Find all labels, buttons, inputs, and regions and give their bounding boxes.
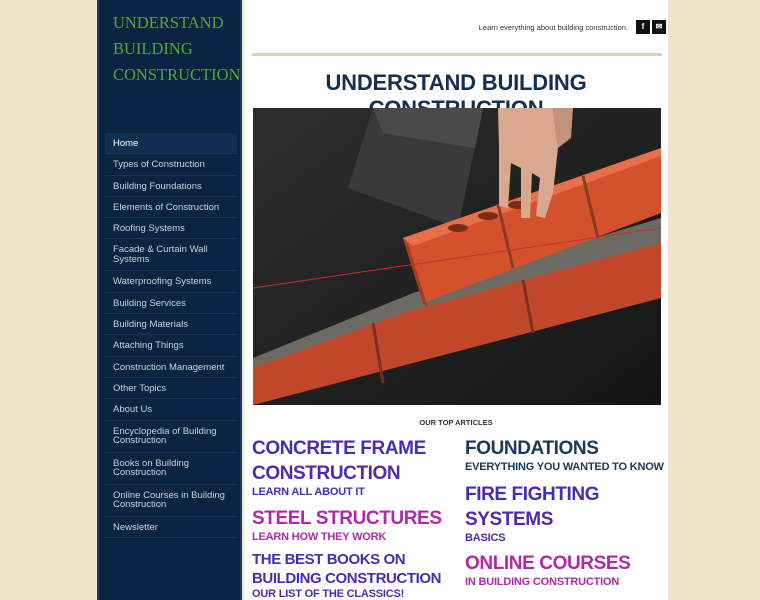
- article-subtitle: OUR LIST OF THE CLASSICS!: [252, 588, 405, 600]
- article-title[interactable]: STEEL STRUCTURES: [252, 508, 442, 529]
- article-title[interactable]: ONLINE COURSES: [465, 553, 631, 574]
- article-foundations[interactable]: [465, 436, 665, 474]
- site-logo[interactable]: [113, 10, 243, 88]
- article-title[interactable]: FIRE FIGHTING SYSTEMS: [465, 484, 600, 530]
- article-steel-structures[interactable]: [252, 506, 452, 544]
- article-subtitle: LEARN HOW THEY WORK: [252, 531, 387, 543]
- nav-item-types-of-construction[interactable]: Types of Construction: [105, 154, 237, 175]
- nav-item-building-materials[interactable]: Building Materials: [105, 314, 237, 335]
- nav-item-encyclopedia[interactable]: Encyclopedia of Building Construction: [105, 421, 237, 453]
- email-icon[interactable]: ✉: [652, 20, 666, 34]
- logo-line: BUILDING: [113, 39, 193, 58]
- nav-item-elements-of-construction[interactable]: Elements of Construction: [105, 197, 237, 218]
- nav-item-about-us[interactable]: About Us: [105, 399, 237, 420]
- article-subtitle: BASICS: [465, 532, 506, 544]
- site-tagline: Learn everything about building construction.: [478, 23, 628, 32]
- article-best-books[interactable]: [252, 550, 452, 600]
- article-title[interactable]: CONCRETE FRAME CONSTRUCTION: [252, 438, 426, 484]
- page-title: UNDERSTAND BUILDING: [325, 70, 587, 95]
- bricklaying-illustration: [253, 108, 661, 405]
- nav-item-building-foundations[interactable]: Building Foundations: [105, 176, 237, 197]
- article-online-courses[interactable]: [465, 551, 665, 589]
- nav-item-books[interactable]: Books on Building Construction: [105, 453, 237, 485]
- main-content: [244, 0, 668, 600]
- sidebar: [97, 0, 242, 600]
- article-concrete-frame[interactable]: [252, 436, 452, 499]
- article-fire-fighting[interactable]: [465, 482, 665, 545]
- nav-item-waterproofing-systems[interactable]: Waterproofing Systems: [105, 271, 237, 292]
- logo-line: CONSTRUCTION: [113, 65, 241, 84]
- nav-item-attaching-things[interactable]: Attaching Things: [105, 335, 237, 356]
- article-subtitle: EVERYTHING YOU WANTED TO KNOW: [465, 461, 664, 473]
- nav-item-other-topics[interactable]: Other Topics: [105, 378, 237, 399]
- logo-line: UNDERSTAND: [113, 13, 224, 32]
- nav-item-online-courses[interactable]: Online Courses in Building Construction: [105, 485, 237, 517]
- nav-item-facade-curtain-wall[interactable]: Facade & Curtain Wall Systems: [105, 239, 237, 271]
- nav-item-construction-management[interactable]: Construction Management: [105, 357, 237, 378]
- top-articles-heading: OUR TOP ARTICLES: [419, 418, 493, 427]
- article-title[interactable]: FOUNDATIONS: [465, 438, 599, 459]
- facebook-icon[interactable]: f: [636, 20, 650, 34]
- main-nav: [105, 133, 237, 538]
- nav-item-home[interactable]: Home: [105, 133, 237, 154]
- article-title[interactable]: THE BEST BOOKS ON BUILDING CONSTRUCTION: [252, 551, 442, 587]
- nav-item-newsletter[interactable]: Newsletter: [105, 517, 237, 538]
- article-subtitle: IN BUILDING CONSTRUCTION: [465, 576, 620, 588]
- nav-item-building-services[interactable]: Building Services: [105, 293, 237, 314]
- nav-item-roofing-systems[interactable]: Roofing Systems: [105, 218, 237, 239]
- article-subtitle: LEARN ALL ABOUT IT: [252, 486, 365, 498]
- header-divider: [252, 53, 662, 56]
- hero-image: [253, 108, 661, 405]
